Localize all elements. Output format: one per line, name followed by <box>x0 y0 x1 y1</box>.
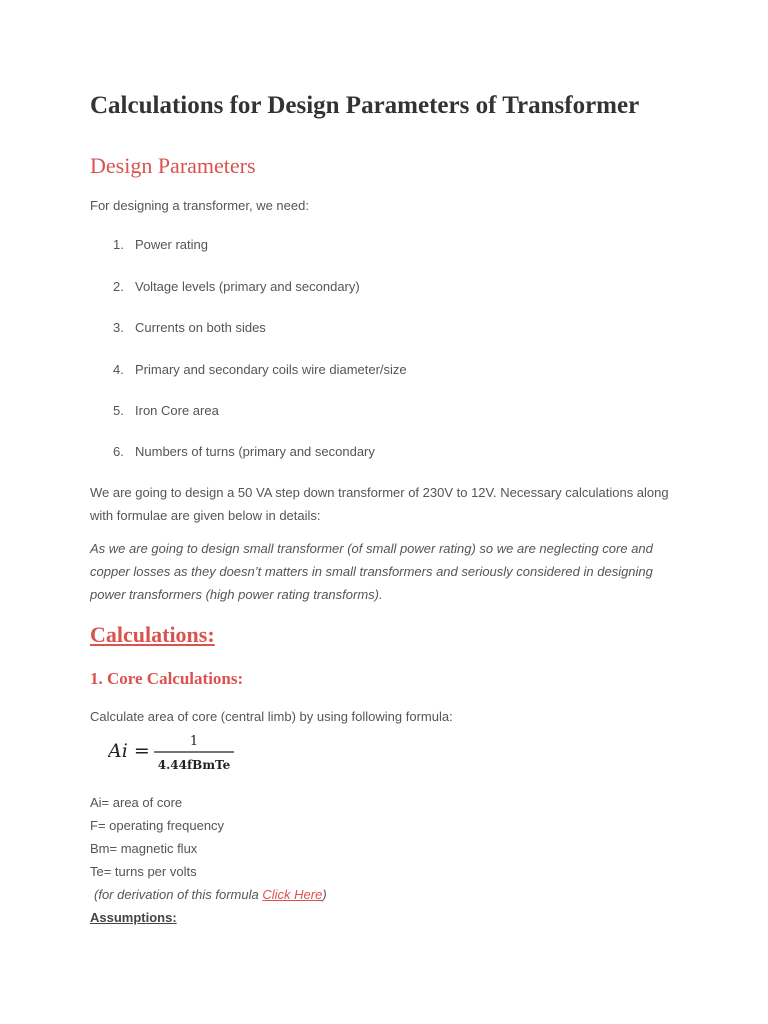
assumptions-label: Assumptions: <box>90 910 177 925</box>
calculations-heading: Calculations: <box>90 622 215 647</box>
list-item-number: 5. <box>113 403 124 418</box>
list-item-text: Primary and secondary coils wire diameter/size <box>135 362 407 377</box>
list-item-text: Currents on both sides <box>135 320 266 335</box>
variable-definition: F= operating frequency <box>90 818 225 833</box>
section-heading-design-parameters: Design Parameters <box>90 153 256 178</box>
variable-definition: Te= turns per volts <box>90 864 197 879</box>
formula-denominator: 4.44fBmTe <box>157 758 231 772</box>
intro-text: For designing a transformer, we need: <box>90 198 309 213</box>
list-item-text: Power rating <box>135 237 208 252</box>
list-item-text: Voltage levels (primary and secondary) <box>135 279 360 294</box>
variable-definition: Ai= area of core <box>90 795 183 810</box>
list-item-number: 1. <box>113 237 124 252</box>
list-item-number: 4. <box>113 362 124 377</box>
derivation-link[interactable]: Click Here <box>262 887 323 902</box>
derivation-suffix: ) <box>322 887 327 902</box>
variable-definition: Bm= magnetic flux <box>90 841 198 856</box>
design-paragraph: We are going to design a 50 VA step down transformer of 230V to 12V. Necessary calculations along with formulae are given below in details: <box>90 485 669 523</box>
derivation-prefix: (for derivation of this formula <box>94 887 263 902</box>
formula-numerator: 1 <box>189 734 199 749</box>
list-item-number: 3. <box>113 320 124 335</box>
list-item-text: Iron Core area <box>135 403 219 418</box>
derivation-note <box>94 883 327 906</box>
core-intro-text: Calculate area of core (central limb) by using following formula: <box>90 709 453 724</box>
core-calculations-heading: 1. Core Calculations: <box>90 669 244 688</box>
core-area-formula <box>108 730 238 780</box>
list-item-text: Numbers of turns (primary and secondary <box>135 444 375 459</box>
list-item-number: 2. <box>113 279 124 294</box>
page-title: Calculations for Design Parameters of Transformer <box>90 92 640 119</box>
note-paragraph: As we are going to design small transformer (of small power rating) so we are neglecting core and copper losses as they doesn’t matters in small transformers and seriously considered in designing power transformers (high power rating transforms). <box>90 541 653 602</box>
list-item-number: 6. <box>113 444 124 459</box>
formula-lhs: Ai = <box>108 740 150 762</box>
